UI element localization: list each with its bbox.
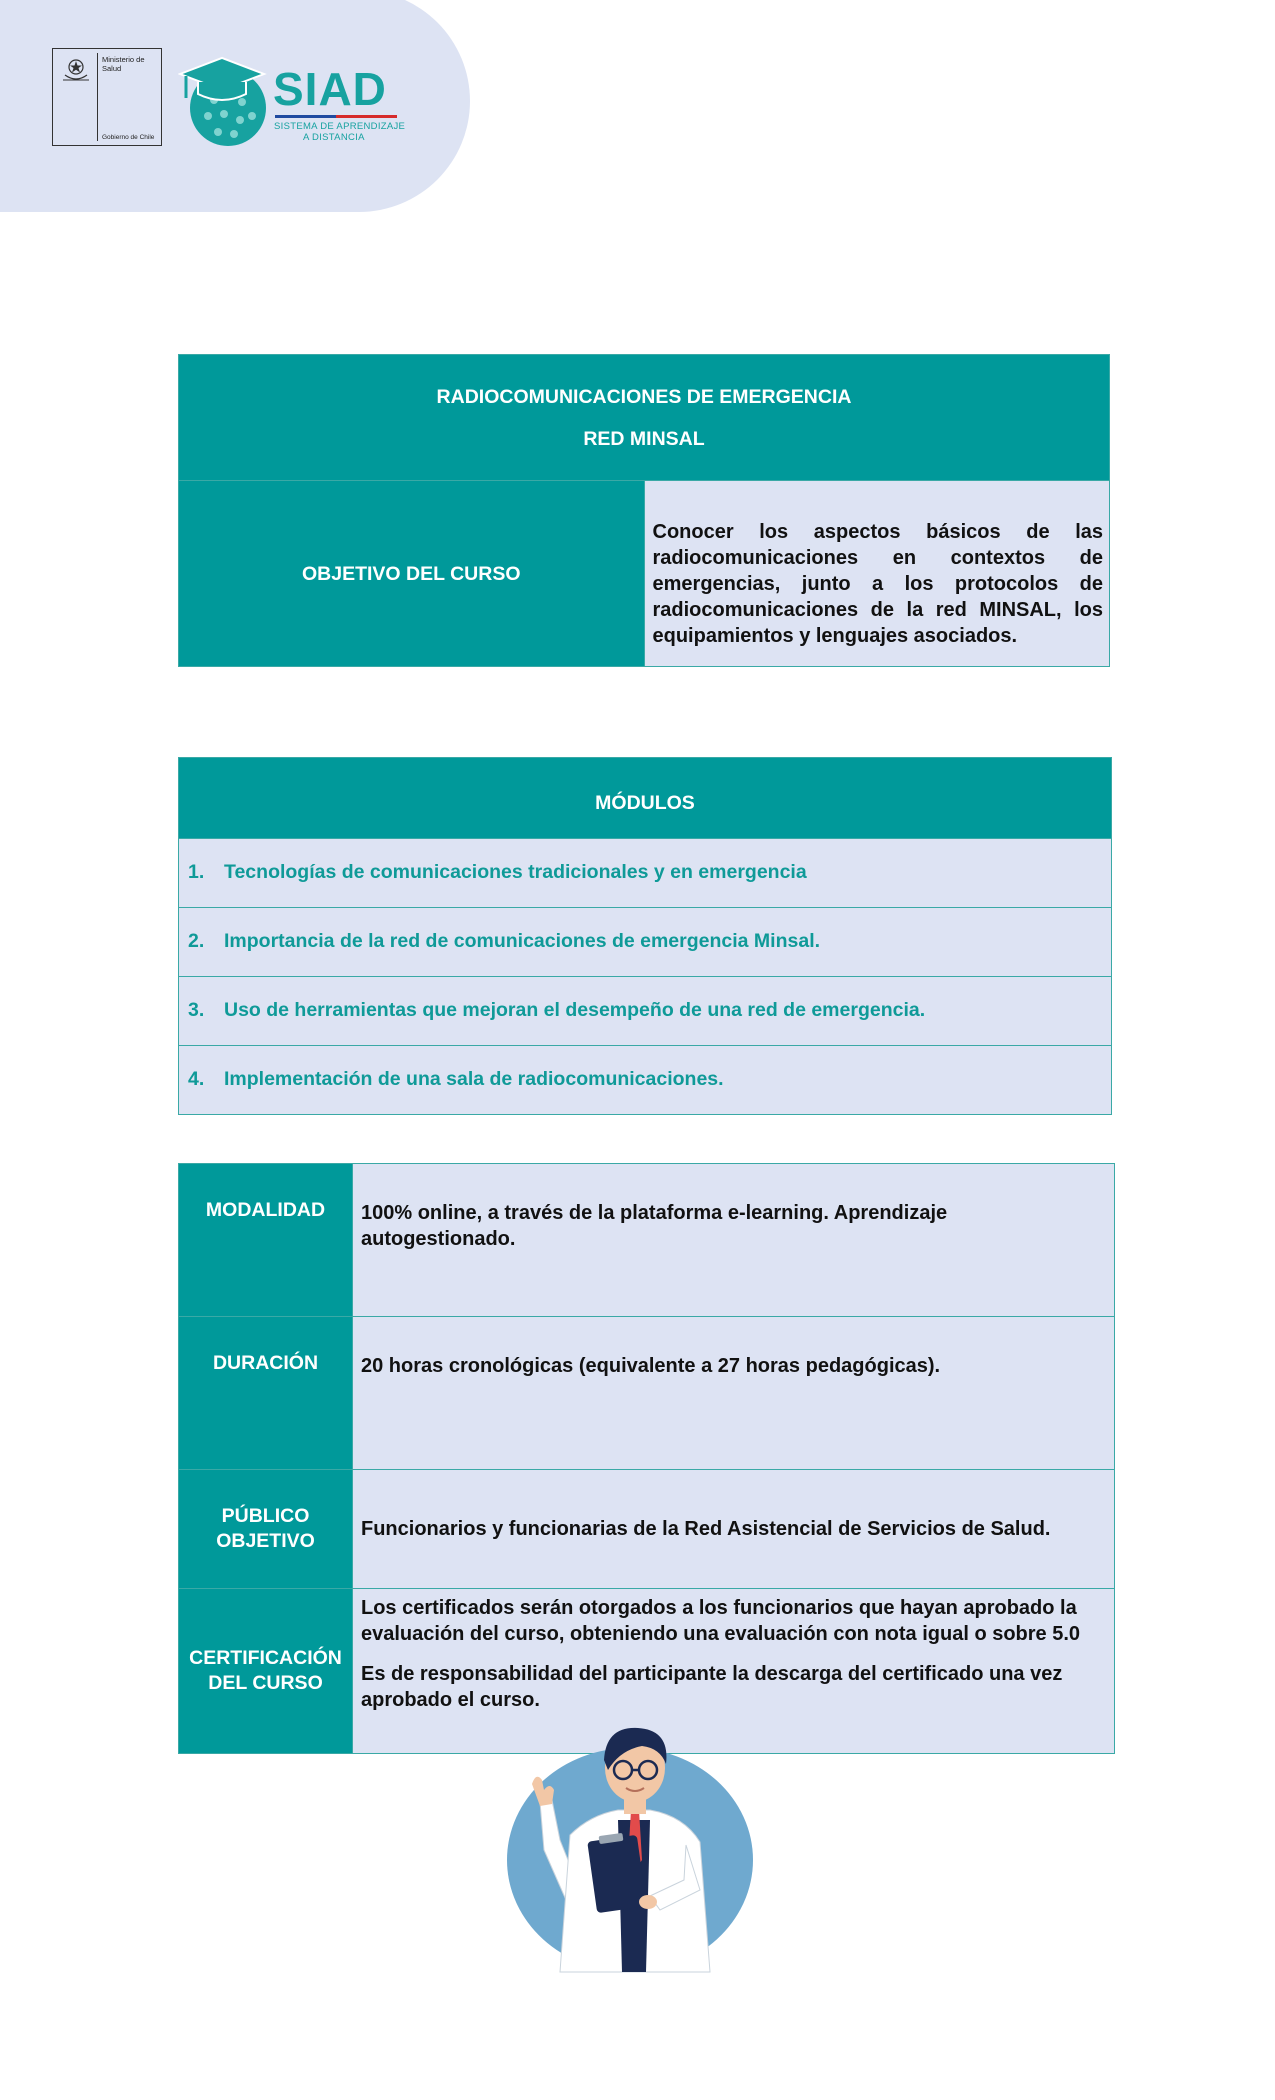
siad-subtitle-line1: SISTEMA DE APRENDIZAJE xyxy=(274,121,406,132)
ministry-logo-line2: Salud xyxy=(102,64,122,73)
module-number: 4. xyxy=(188,1068,205,1090)
course-title-cell xyxy=(179,355,1110,481)
objective-label: OBJETIVO DEL CURSO xyxy=(179,481,645,667)
module-item xyxy=(179,908,1112,977)
module-row xyxy=(179,839,1112,908)
module-row xyxy=(179,1046,1112,1115)
certification-text-1: Los certificados serán otorgados a los funcionarios que hayan aprobado la evaluación del curso, obteniendo una evaluación con nota igual o sobre 5.0 xyxy=(361,1597,1081,1645)
certification-label: CERTIFICACIÓN DEL CURSO xyxy=(179,1589,353,1754)
course-details-table xyxy=(178,1163,1115,1754)
siad-name: SIAD xyxy=(273,63,387,115)
module-item xyxy=(179,977,1112,1046)
siad-subtitle-line2: A DISTANCIA xyxy=(303,132,365,143)
module-label: Uso de herramientas que mejoran el desempeño de una red de emergencia. xyxy=(224,999,926,1021)
module-label: Implementación de una sala de radiocomunicaciones. xyxy=(224,1068,724,1090)
ministry-logo xyxy=(52,48,162,146)
ministry-logo-footer: Gobierno de Chile xyxy=(102,134,155,141)
audience-text: Funcionarios y funcionarias de la Red Asistencial de Servicios de Salud. xyxy=(353,1470,1115,1589)
modality-label: MODALIDAD xyxy=(179,1164,353,1317)
ministry-logo-line1: Ministerio de xyxy=(102,55,145,64)
chile-government-crest-icon xyxy=(59,55,93,87)
module-number: 3. xyxy=(188,999,205,1021)
module-label: Tecnologías de comunicaciones tradicionales y en emergencia xyxy=(224,861,807,883)
module-row xyxy=(179,908,1112,977)
course-subtitle: RED MINSAL xyxy=(583,427,705,450)
course-objective-table xyxy=(178,354,1110,667)
graduation-cap-globe-icon xyxy=(178,52,270,150)
module-number: 1. xyxy=(188,861,205,883)
objective-text: Conocer los aspectos básicos de las radiocomunicaciones en contextos de emergencias, junto a los protocolos de radiocomunicaciones de la red MINSAL, los equipamientos y lenguajes asociados. xyxy=(644,481,1110,667)
module-item xyxy=(179,1046,1112,1115)
siad-logo xyxy=(178,52,408,152)
modules-heading: MÓDULOS xyxy=(179,758,1112,839)
duration-text: 20 horas cronológicas (equivalente a 27 horas pedagógicas). xyxy=(353,1317,1115,1470)
module-label: Importancia de la red de comunicaciones de emergencia Minsal. xyxy=(224,930,821,952)
module-number: 2. xyxy=(188,930,205,952)
modality-text: 100% online, a través de la plataforma e-learning. Aprendizaje autogestionado. xyxy=(353,1164,1115,1317)
module-item xyxy=(179,839,1112,908)
doctor-with-clipboard-illustration xyxy=(500,1710,760,1975)
modules-table xyxy=(178,757,1112,1115)
module-row xyxy=(179,977,1112,1046)
duration-label: DURACIÓN xyxy=(179,1317,353,1470)
certification-text-2: Es de responsabilidad del participante la descarga del certificado una vez aprobado el curso. xyxy=(361,1663,1063,1711)
audience-label: PÚBLICO OBJETIVO xyxy=(179,1470,353,1589)
siad-stripe xyxy=(275,115,397,118)
course-title: RADIOCOMUNICACIONES DE EMERGENCIA xyxy=(436,385,852,408)
